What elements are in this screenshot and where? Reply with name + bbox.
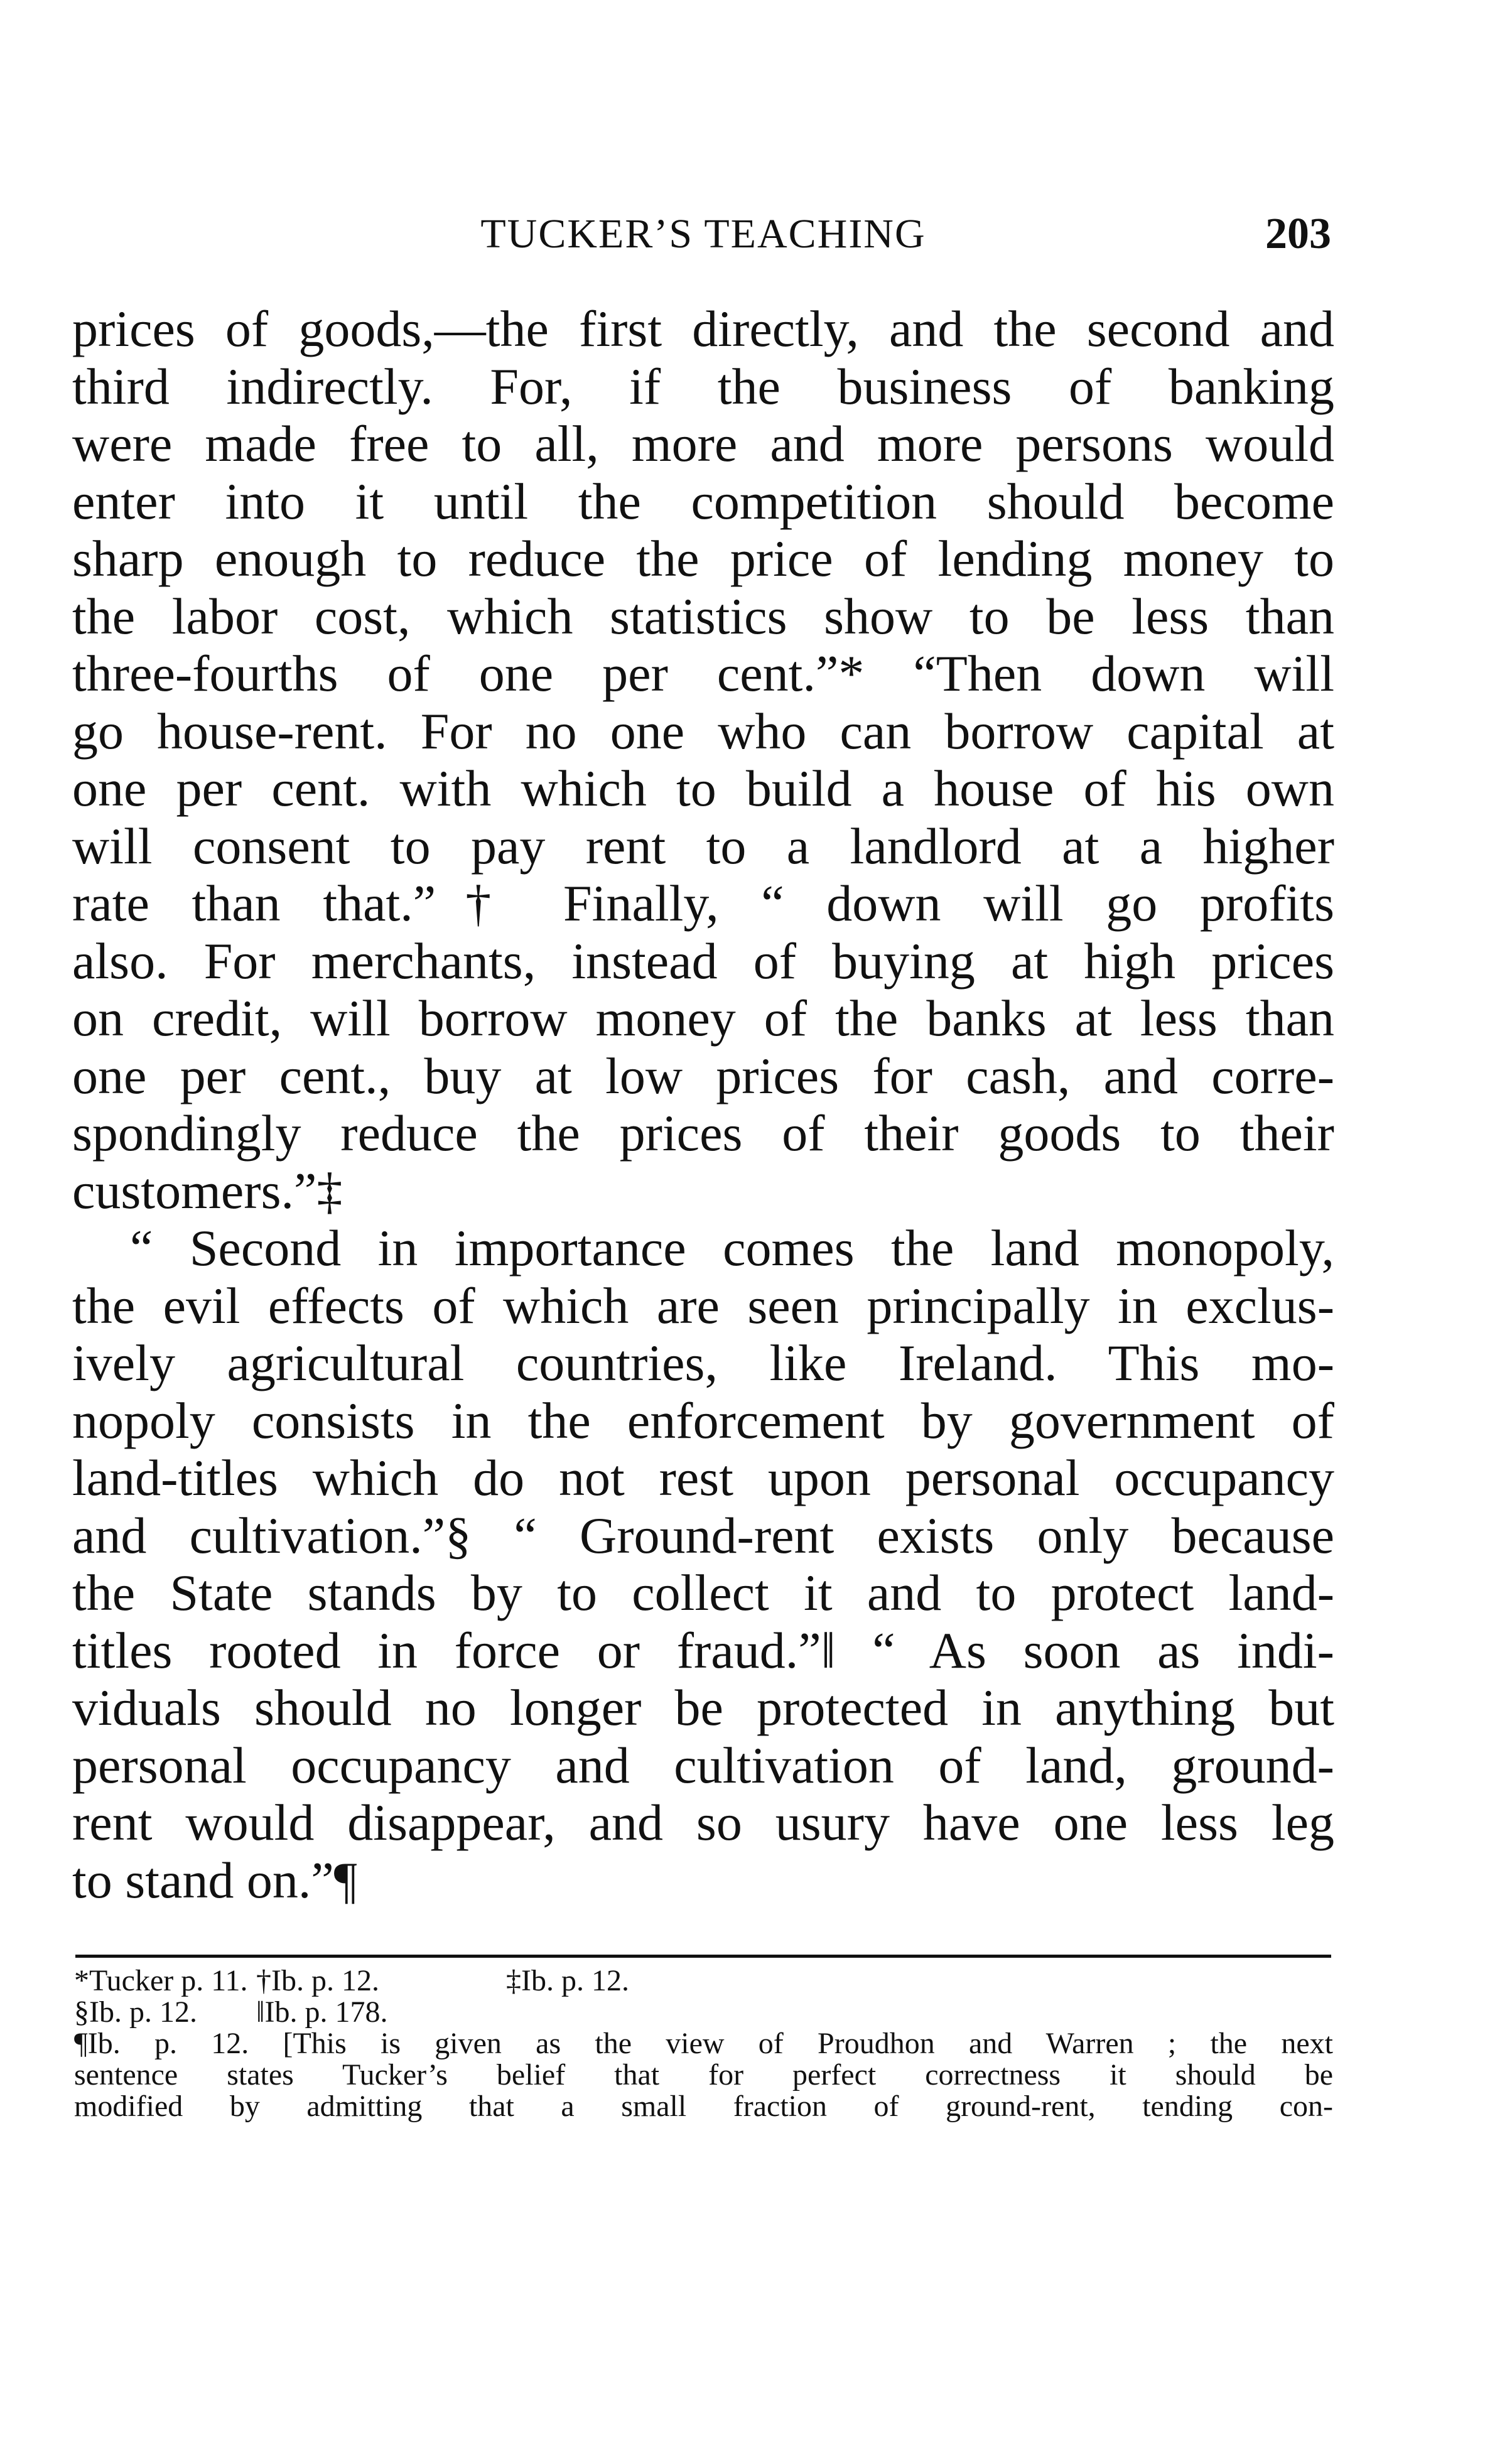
text-line: also. For merchants, instead of buying at high prices <box>72 932 1334 990</box>
text-line: ively agricultural countries, like Ireland. This mo- <box>72 1334 1334 1391</box>
page-header <box>75 200 1331 269</box>
page-number: 203 <box>1265 210 1331 258</box>
text-line: one per cent. with which to build a house of his own <box>72 760 1334 817</box>
footnote-6-line: ¶Ib. p. 12. [This is given as the view of Proudhon and Warren ; the next <box>74 2027 1333 2060</box>
text-line: nopoly consists in the enforcement by government of <box>72 1391 1334 1449</box>
text-line: were made free to all, more and more persons would <box>72 415 1334 472</box>
paragraph-start-line: “ Second in importance comes the land monopoly, <box>130 1219 1334 1276</box>
text-line: enter into it until the competition should become <box>72 472 1334 530</box>
body-text <box>72 300 1334 1909</box>
footnote-4: §Ib. p. 12. <box>74 1995 197 2029</box>
paragraph-end-line: customers.”‡ <box>72 1162 343 1219</box>
text-line: the evil effects of which are seen principally in exclus- <box>72 1276 1334 1334</box>
running-title: TUCKER’S TEACHING <box>480 211 926 257</box>
footnote-rule <box>75 1955 1331 1958</box>
footnote-6-line: sentence states Tucker’s belief that for perfect correctness it should be <box>74 2058 1333 2091</box>
text-line: spondingly reduce the prices of their goods to their <box>72 1104 1334 1162</box>
text-line: will consent to pay rent to a landlord at a higher <box>72 817 1334 875</box>
text-line: land-titles which do not rest upon personal occupancy <box>72 1449 1334 1506</box>
footnote-3: ‡Ib. p. 12. <box>506 1964 629 1997</box>
footnote-2: †Ib. p. 12. <box>256 1964 379 1997</box>
text-line: the State stands by to collect it and to protect land- <box>72 1564 1334 1621</box>
text-line: go house-rent. For no one who can borrow capital at <box>72 702 1334 760</box>
text-line: personal occupancy and cultivation of land, ground- <box>72 1736 1334 1794</box>
text-line: prices of goods,—the first directly, and the second and <box>72 300 1334 357</box>
footnote-row <box>74 1965 1333 1997</box>
footnotes <box>74 1965 1333 2122</box>
text-line: titles rooted in force or fraud.”‖ “ As soon as indi- <box>72 1621 1334 1679</box>
text-line: sharp enough to reduce the price of lending money to <box>72 530 1334 587</box>
footnote-6-line: modified by admitting that a small fraction of ground-rent, tending con- <box>74 2090 1333 2123</box>
text-line: rate than that.”† Finally, “ down will go profits <box>72 875 1334 932</box>
footnote-row <box>74 1997 1333 2028</box>
text-line: one per cent., buy at low prices for cash, and corre- <box>72 1047 1334 1104</box>
text-line: viduals should no longer be protected in anything but <box>72 1679 1334 1736</box>
text-line: rent would disappear, and so usury have one less leg <box>72 1794 1334 1851</box>
footnote-5: ‖Ib. p. 178. <box>256 1995 388 2029</box>
paragraph-end-line: to stand on.”¶ <box>72 1851 357 1909</box>
text-line: on credit, will borrow money of the banks at less than <box>72 990 1334 1047</box>
text-line: and cultivation.”§ “ Ground-rent exists only because <box>72 1506 1334 1564</box>
footnote-1: *Tucker p. 11. <box>74 1964 248 1997</box>
text-line: three-fourths of one per cent.”* “Then down will <box>72 645 1334 702</box>
text-line: the labor cost, which statistics show to be less than <box>72 587 1334 645</box>
text-line: third indirectly. For, if the business of banking <box>72 357 1334 415</box>
